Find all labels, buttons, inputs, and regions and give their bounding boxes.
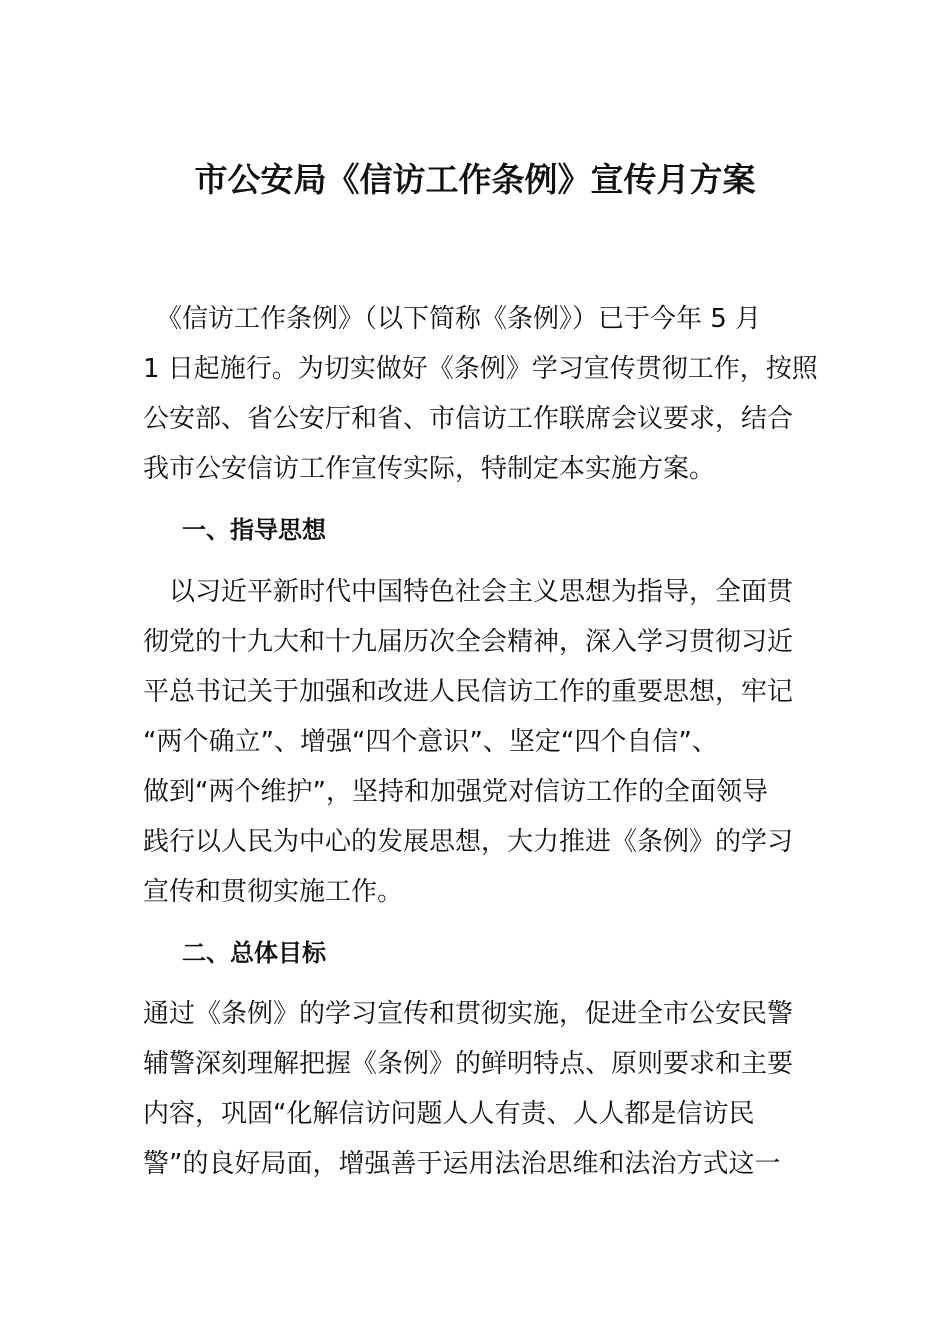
section-heading-overall-goal: 二、总体目标 [182, 939, 326, 967]
section1-line: 平总书记关于加强和改进人民信访工作的重要思想，牢记 [143, 677, 794, 707]
intro-line: 公安部、省公安厅和省、市信访工作联席会议要求，结合 [143, 404, 794, 434]
section1-line: 宣传和贯彻实施工作。 [143, 877, 404, 907]
section2-line: 通过《条例》的学习宣传和贯彻实施，促进全市公安民警 [143, 999, 794, 1029]
section-heading-guiding-thought: 一、指导思想 [182, 516, 326, 544]
intro-line: 我市公安信访工作宣传实际，特制定本实施方案。 [143, 454, 716, 484]
document-title: 市公安局《信访工作条例》宣传月方案 [194, 160, 756, 199]
intro-line: 1 日起施行。为切实做好《条例》学习宣传贯彻工作，按照 [143, 354, 818, 384]
section1-line: 做到“两个维护”，坚持和加强党对信访工作的全面领导 [143, 777, 768, 807]
section1-line: 践行以人民为中心的发展思想，大力推进《条例》的学习 [143, 827, 794, 857]
section2-line: 辅警深刻理解把握《条例》的鲜明特点、原则要求和主要 [143, 1049, 794, 1079]
intro-line: 《信访工作条例》（以下简称《条例》）已于今年 5 月 [143, 304, 762, 334]
section1-line: 以习近平新时代中国特色社会主义思想为指导，全面贯 [143, 577, 794, 607]
section2-line: 警”的良好局面，增强善于运用法治思维和法治方式这一 [143, 1149, 781, 1179]
section1-line: “两个确立”、增强“四个意识”、坚定“四个自信”、 [143, 727, 718, 757]
section1-line: 彻党的十九大和十九届历次全会精神，深入学习贯彻习近 [143, 627, 794, 657]
section2-line: 内容，巩固“化解信访问题人人有责、人人都是信访民 [143, 1099, 755, 1129]
